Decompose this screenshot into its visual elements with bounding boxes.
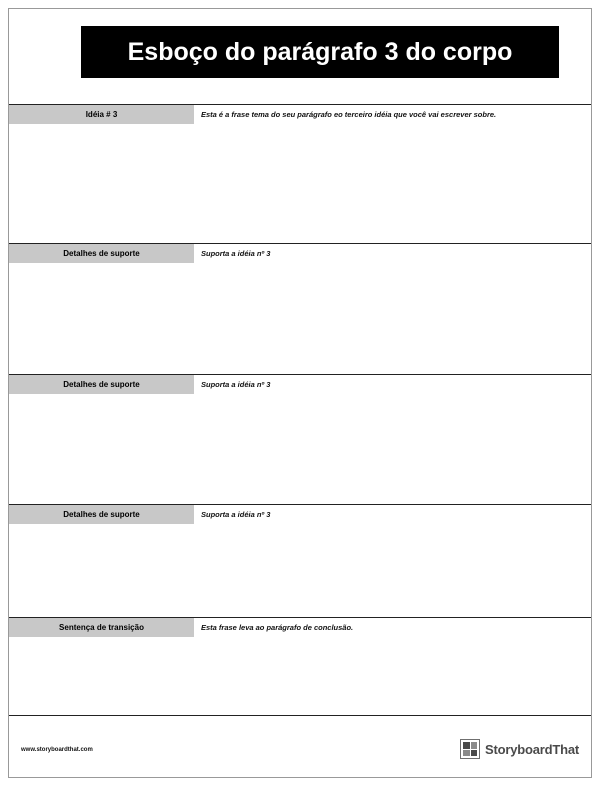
row-prompt: Suporta a idéia nº 3 xyxy=(201,249,271,258)
row-label-cell xyxy=(9,618,194,637)
worksheet-title-bar xyxy=(81,26,559,78)
row-prompt: Esta é a frase tema do seu parágrafo eo terceiro idéia que você vai escrever sobre. xyxy=(201,110,497,119)
row-label: Detalhes de suporte xyxy=(63,380,140,389)
row-answer-area[interactable] xyxy=(194,505,591,617)
worksheet-footer xyxy=(9,739,591,765)
row-prompt: Esta frase leva ao parágrafo de conclusão. xyxy=(201,623,354,632)
brand-logo xyxy=(460,739,579,759)
outline-row xyxy=(9,505,591,618)
outline-row xyxy=(9,618,591,716)
worksheet-sheet xyxy=(8,8,592,778)
row-label: Detalhes de suporte xyxy=(63,249,140,258)
row-label-cell xyxy=(9,244,194,263)
row-answer-area[interactable] xyxy=(194,105,591,243)
row-label-cell xyxy=(9,105,194,124)
row-label: Idéia # 3 xyxy=(85,110,118,119)
outline-row xyxy=(9,375,591,505)
row-label: Detalhes de suporte xyxy=(63,510,140,519)
footer-url[interactable]: www.storyboardthat.com xyxy=(21,747,93,753)
row-label-cell xyxy=(9,375,194,394)
row-label: Sentença de transição xyxy=(59,623,144,632)
row-answer-area[interactable] xyxy=(194,244,591,374)
row-answer-area[interactable] xyxy=(194,375,591,504)
row-prompt: Suporta a idéia nº 3 xyxy=(201,380,271,389)
outline-rows xyxy=(9,104,591,716)
row-label-cell xyxy=(9,505,194,524)
row-answer-area[interactable] xyxy=(194,618,591,715)
row-prompt: Suporta a idéia nº 3 xyxy=(201,510,271,519)
storyboard-icon xyxy=(460,739,480,759)
outline-row xyxy=(9,104,591,244)
outline-row xyxy=(9,244,591,375)
brand-name: StoryboardThat xyxy=(485,741,579,757)
page-title: Esboço do parágrafo 3 do corpo xyxy=(127,37,513,66)
